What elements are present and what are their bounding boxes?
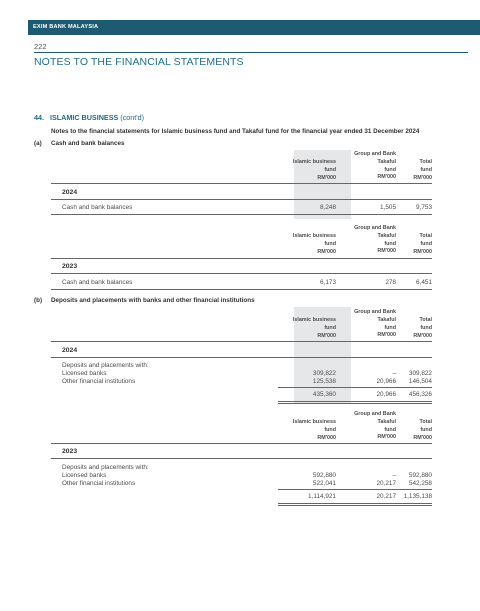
col-header-total [390,159,432,182]
col-header-line: Total [419,419,432,425]
col-header-line: RM'000 [317,248,336,255]
year-label: 2023 [62,263,78,270]
total-takaful: 20,217 [376,493,396,500]
col-header-takaful [320,151,396,182]
table-rule [51,357,432,358]
col-header-line: fund [384,240,396,247]
col-header-line: RM'000 [413,434,432,441]
subtotal-rule [278,387,432,388]
col-header-line: fund [420,426,432,433]
col-header-line: fund [420,166,432,173]
col-header-line: RM'000 [377,434,396,441]
col-header-line: RM'000 [413,174,432,181]
section-number: 44. [34,113,44,122]
col-header-takaful [320,309,396,340]
table-rule [51,289,432,290]
col-header-line: Takaful [377,158,396,165]
table-rule [51,214,432,215]
row-intro: Deposits and placements with: [62,362,149,369]
table-rule [51,183,432,184]
col-header-line: Total [419,159,432,165]
page-number: 222 [34,42,47,51]
total-total: 1,135,138 [403,493,432,500]
total-rule [278,505,432,506]
cell-total: 9,753 [416,204,432,211]
col-header-line: RM'000 [377,248,396,255]
col-header-line: RM'000 [413,248,432,255]
cell-takaful: – [392,472,396,479]
subsection-a-letter: (a) [34,140,42,147]
cell-islamic: 309,822 [312,370,336,377]
header-rule [34,52,468,53]
table-rule [51,199,432,200]
cell-islamic: 8,248 [320,204,336,211]
notes-heading: Notes to the financial statements for Islamic business fund and Takaful fund for the financial year ended 31 December 2024 [51,128,420,135]
cell-islamic: 125,538 [312,378,336,385]
year-label: 2024 [62,189,78,196]
col-header-takaful [320,225,396,256]
col-header-line: Group and Bank [354,225,396,231]
col-header-line: fund [384,324,396,331]
row-label: Other financial institutions [62,480,136,487]
cell-total: 309,822 [408,370,432,377]
subtotal-rule [278,489,432,490]
table-rule [51,273,432,274]
total-islamic: 435,360 [312,391,336,398]
row-label: Other financial institutions [62,378,136,385]
page-title: NOTES TO THE FINANCIAL STATEMENTS [34,56,244,68]
col-header-line: Total [419,317,432,323]
subsection-b-title: Deposits and placements with banks and other financial institutions [51,297,255,304]
total-islamic: 1,114,921 [308,493,336,500]
table-rule [51,458,432,459]
total-takaful: 20,966 [376,391,396,398]
col-header-line: Islamic business [292,317,336,323]
col-header-takaful [320,411,396,442]
subsection-a-heading [34,140,125,147]
total-total: 456,326 [408,391,432,398]
col-header-total [390,419,432,442]
subsection-a-title: Cash and bank balances [51,140,125,147]
col-header-line: fund [384,426,396,433]
row-label: Licensed banks [62,472,107,479]
col-header-line: fund [324,324,336,331]
col-header-line: RM'000 [317,434,336,441]
cell-total: 6,451 [416,279,432,286]
header-bar [28,20,480,35]
col-header-line: RM'000 [413,332,432,339]
cell-takaful: 20,966 [376,378,396,385]
cell-islamic: 592,880 [312,472,336,479]
section-heading [34,113,144,122]
section-title: ISLAMIC BUSINESS [50,113,119,122]
col-header-line: RM'000 [317,332,336,339]
col-header-line: Takaful [377,418,396,425]
col-header-line: fund [384,166,396,173]
subsection-b-letter: (b) [34,297,43,304]
row-label: Licensed banks [62,370,107,377]
cell-total: 146,504 [408,378,432,385]
table-rule [51,341,432,342]
col-header-line: Islamic business [292,159,336,165]
col-header-line: fund [324,426,336,433]
col-header-line: Takaful [377,316,396,323]
col-header-line: Islamic business [292,419,336,425]
col-header-line: Group and Bank [354,411,396,417]
col-header-total [390,233,432,256]
total-rule [278,403,432,404]
section-cont: (cont'd) [120,113,145,122]
col-header-line: Islamic business [292,233,336,239]
total-rule [278,401,432,402]
col-header-line: fund [324,240,336,247]
org-name: EXIM BANK MALAYSIA [33,24,99,30]
col-header-line: Takaful [377,232,396,239]
row-label: Cash and bank balances [62,204,133,211]
table-rule [51,443,432,444]
row-intro: Deposits and placements with: [62,464,149,471]
col-header-line: fund [420,240,432,247]
subsection-b-heading [34,297,255,304]
row-label: Cash and bank balances [62,279,133,286]
cell-takaful: 1,505 [380,204,396,211]
year-label: 2024 [62,347,78,354]
col-header-line: Group and Bank [354,151,396,157]
col-header-line: fund [324,166,336,173]
col-header-total [390,317,432,340]
cell-islamic: 6,173 [320,279,336,286]
total-rule [278,503,432,504]
cell-islamic: 522,041 [312,480,336,487]
col-header-line: Group and Bank [354,309,396,315]
cell-total: 592,880 [408,472,432,479]
col-header-line: RM'000 [317,174,336,181]
cell-takaful: 20,217 [376,480,396,487]
col-header-line: Total [419,233,432,239]
col-header-line: RM'000 [377,332,396,339]
cell-takaful: 278 [385,279,396,286]
table-rule [51,258,432,259]
col-header-line: RM'000 [377,174,396,181]
col-header-line: fund [420,324,432,331]
year-label: 2023 [62,448,78,455]
cell-takaful: – [392,370,396,377]
cell-total: 542,258 [408,480,432,487]
